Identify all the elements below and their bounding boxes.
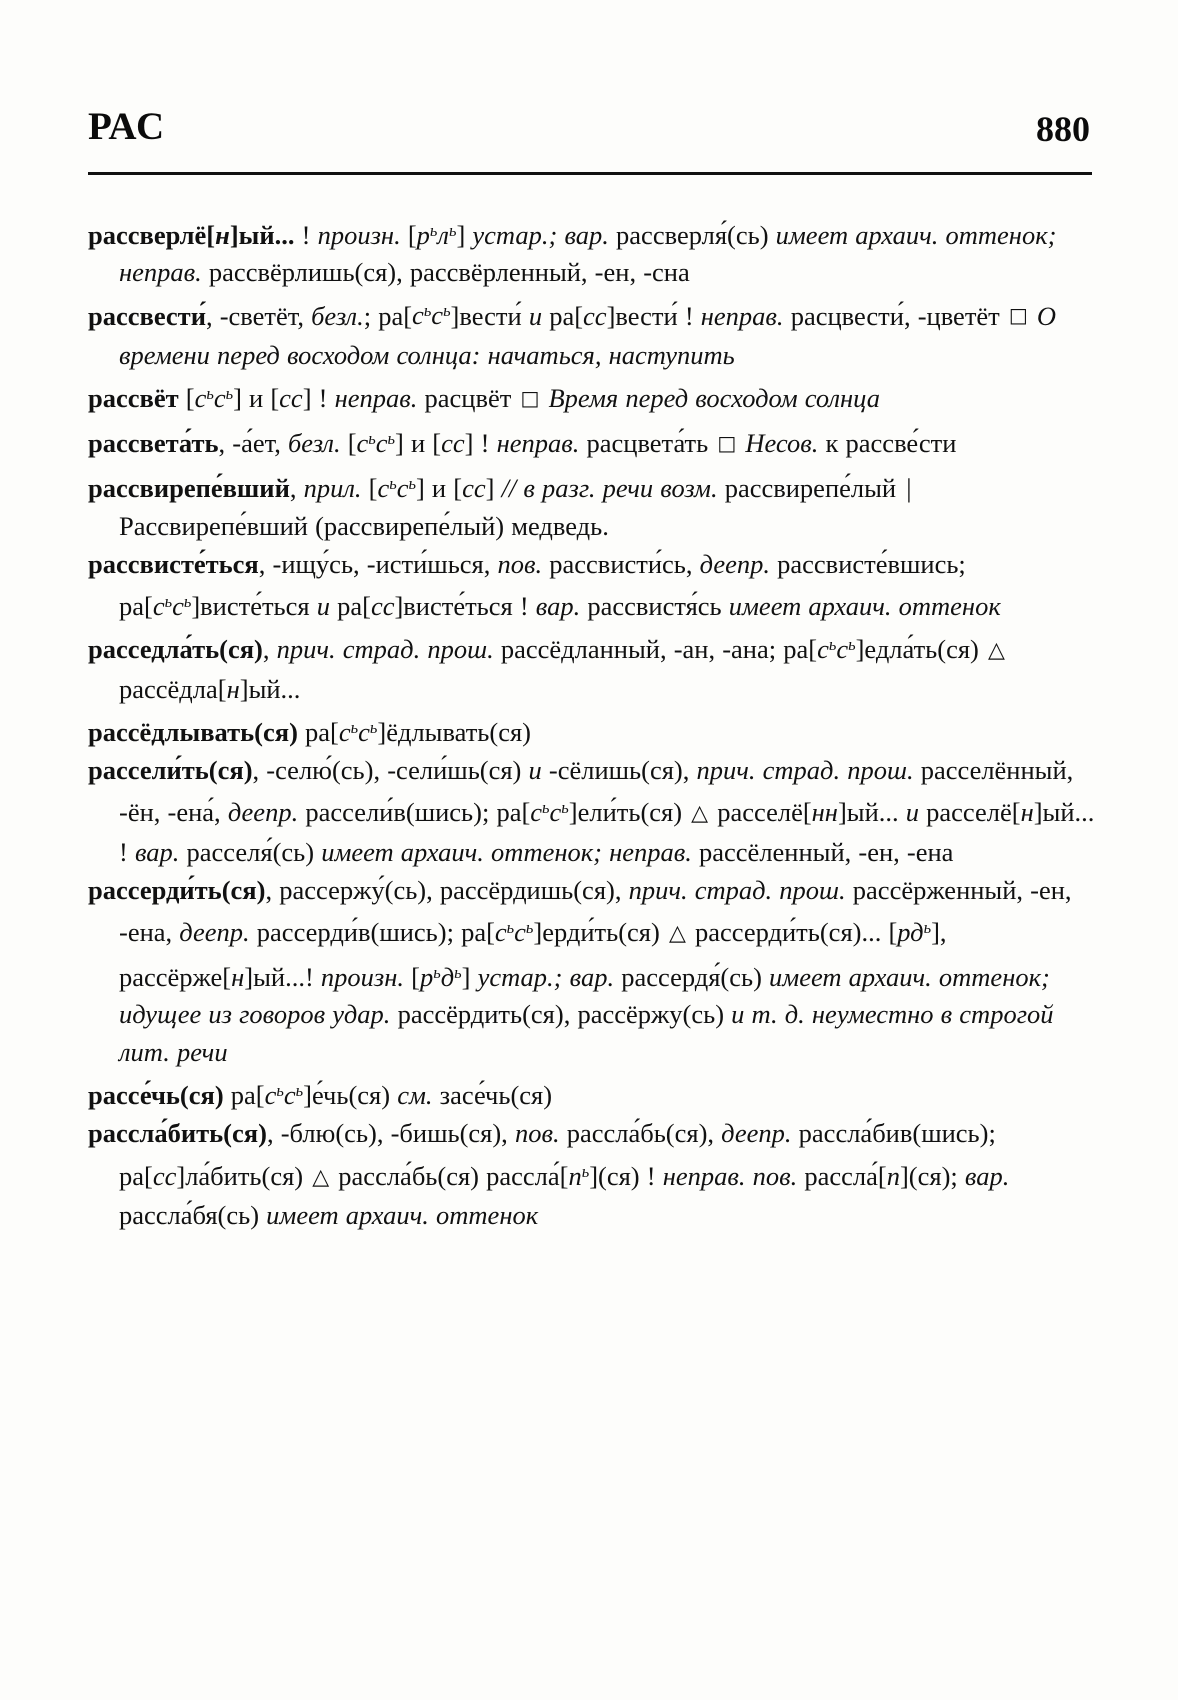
page-number: 880 (1036, 109, 1090, 149)
dictionary-entry: рассверлё[н]ый... ! произн. $[р^ьл^ь]$ устар.; вар. рассверля́(сь) имеет архаич. оттенок; неправ. рассвёрлишь(ся), рассвёр⁠ленный, -ен, -сна (88, 219, 1057, 288)
header-rule (88, 172, 1092, 175)
dictionary-entry: рассвести́, -светёт, безл.; $ра[с^ьс^ь]вести́$ и ра[сс]вести́ ! неправ. расцвести́, -цветёт □ О времени перед восходом солнца: начаться, наступить (88, 300, 1057, 371)
variant-marker-icon: △ (691, 801, 709, 827)
dictionary-entry: рассели́ть(ся), -селю́(сь), -сели́шь(ся) и -сёлишь(ся), прич. страд. прош. расселённый, -ён, -ена́, деепр. рассели́в(шись); $ра[с^ьс^ь]ели́ть(ся)$ △ расселё[нн]ый... и расселё[н]ый... ! вар. расселя́(сь) имеет архаич. оттенок; неправ. рассёленный, -ен, -ена (88, 754, 1095, 867)
definition-marker-icon: □ (520, 386, 540, 410)
example-separator: | (906, 472, 912, 503)
dictionary-entry: рассе́чь(ся) $ра[с^ьс^ь]е́чь(ся)$ см. засе́чь(ся) (88, 1079, 553, 1110)
running-head (88, 104, 1090, 166)
dictionary-entry: рассвета́ть, -а́ет, безл. $[с^ьс^ь]$ и [сс] ! неправ. расцвета́ть □ Несов. к рассве́сти (88, 427, 957, 458)
variant-marker-icon: △ (668, 921, 686, 947)
definition-marker-icon: □ (717, 430, 737, 455)
dictionary-entry: рассёдлывать(ся) $ра[с^ьс^ь]ёдлывать(ся)$ (88, 716, 531, 747)
dictionary-entry: рассвисте́ться, -ищу́сь, -исти́шься, пов. рассвисти́сь, деепр. рассвисте́вшись; $ра[с^ьс^ь]висте́ться$ и ра[сс]висте́ться ! вар. рассвистя́сь имеет архаич. оттенок (88, 548, 1001, 622)
entry-column (88, 212, 1096, 1235)
dictionary-entry: рассвирепе́вший, прил. $[с^ьс^ь]$ и [сс] // в разг. речи возм. рассви⁠репе́лый | Рассвирепе́вший (рассвирепе́лый) медведь. (88, 465, 1096, 545)
running-head-word: РАС (88, 105, 166, 148)
dictionary-entry: рассерди́ть(ся), рассержу́(сь), рассёрдишь(ся), прич. страд. прош. рассёрженный, -ен, -ена, деепр. рассерди́в(шись); $ра[с^ьс^ь]ер⁠ди́ть(ся)$ △ рассерди́ть(ся)... $[рд^ь]$, рассёрже[н]ый...! произн. $[р^ьд^ь]$ устар.; вар. рассердя́(сь) имеет архаич. оттенок; идущее из говоров удар. рассёрдить(ся), рассёржу(сь) и т. д. неуместно в строгой лит. речи (88, 874, 1072, 1067)
dictionary-entry: расседла́ть(ся), прич. страд. прош. рассёдланный, -ан, -ана; $ра[с^ьс^ь]едла́ть(ся)$ △ рассёдла[н]ый... (88, 634, 1005, 704)
variant-marker-icon: △ (312, 1164, 330, 1190)
definition-marker-icon: □ (1008, 303, 1028, 328)
dictionary-entry: рассвёт $[с^ьс^ь]$ и [сс] ! неправ. расцвёт □ Время перед восходом солнца (88, 383, 880, 413)
dictionary-entry: рассла́бить(ся), -блю(сь), -бишь(ся), пов. рассла́бь(ся), деепр. рассла́бив(шись); ра[сс]ла́бить(ся) △ рассла́бь(ся) $рас⁠сла́[п^ь](ся)$ ! неправ. пов. рассла́[п](ся); вар. рассла́бя(сь) име⁠ет архаич. оттенок (88, 1118, 1010, 1231)
variant-marker-icon: △ (988, 638, 1005, 664)
